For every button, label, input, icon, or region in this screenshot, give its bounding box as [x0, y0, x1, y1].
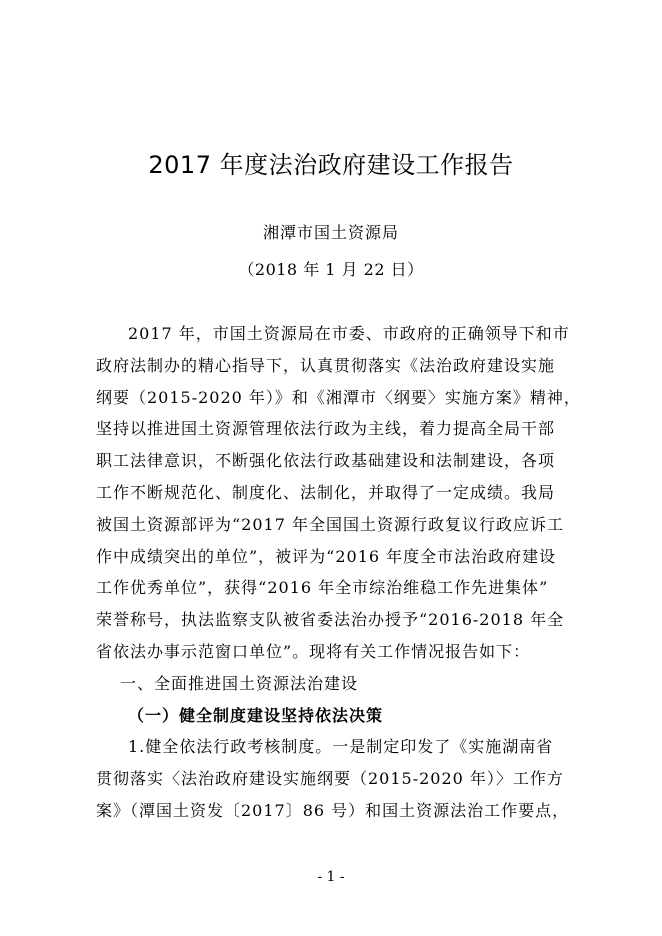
body-line: 被国土资源部评为“2017 年全国国土资源行政复议行政应诉工 [96, 514, 564, 534]
body-line: 省依法办事示范窗口单位”。现将有关工作情况报告如下： [96, 641, 531, 661]
subsection-heading: （一）健全制度建设坚持依法决策 [128, 705, 384, 725]
body-line: 1.健全依法行政考核制度。一是制定印发了《实施湖南省 [128, 737, 554, 757]
body-line: 工作不断规范化、制度化、法制化，并取得了一定成绩。我局 [96, 482, 556, 502]
document-author: 湘潭市国土资源局 [262, 223, 399, 242]
page-number: - 1 - [317, 869, 345, 885]
body-line: 职工法律意识，不断强化依法行政基础建设和法制建设，各项 [96, 451, 556, 471]
body-line: 案》（潭国土资发〔2017〕86 号）和国土资源法治工作要点， [96, 800, 570, 820]
body-line: 政府法制办的精心指导下，认真贯彻落实《法治政府建设实施 [96, 355, 556, 375]
section-heading: 一、全面推进国土资源法治建设 [120, 673, 359, 693]
body-line: 作中成绩突出的单位”，被评为“2016 年度全市法治政府建设 [96, 546, 557, 566]
body-line: 坚持以推进国土资源管理依法行政为主线，着力提高全局干部 [96, 419, 556, 439]
document-title: 2017 年度法治政府建设工作报告 [148, 151, 514, 179]
body-line: 纲要（2015-2020 年）》和《湘潭市〈纲要〉实施方案》精神， [96, 387, 581, 407]
document-date: （2018 年 1 月 22 日） [238, 260, 424, 279]
body-line: 贯彻落实〈法治政府建设实施纲要（2015-2020 年）〉工作方 [96, 769, 564, 789]
document-body [96, 318, 584, 827]
body-line: 2017 年，市国土资源局在市委、市政府的正确领导下和市 [128, 324, 570, 343]
body-line: 荣誉称号，执法监察支队被省委法治办授予“2016-2018 年全 [96, 610, 565, 630]
body-line: 工作优秀单位”，获得“2016 年全市综治维稳工作先进集体” [96, 578, 549, 598]
